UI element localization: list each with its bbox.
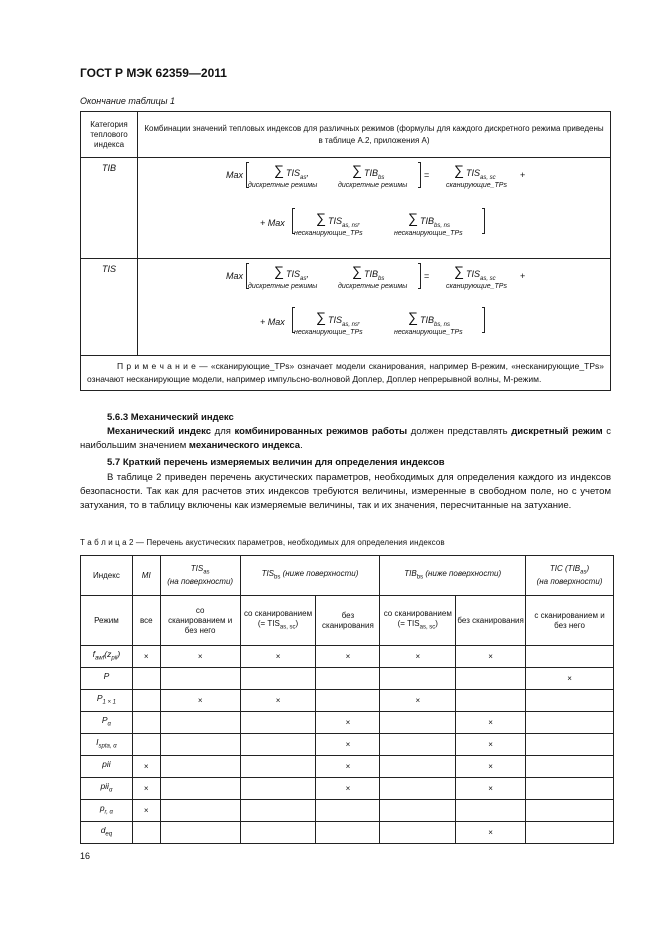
cell <box>380 734 456 756</box>
cell <box>160 668 240 690</box>
row-label: $p_{r, \alpha}$ <box>81 800 133 822</box>
term-tis-as-sc: $TIS_{as, sc}$ <box>466 168 496 181</box>
cell <box>132 690 160 712</box>
term-under-3: сканирующие_TPs <box>446 182 507 189</box>
mode-scan-tic: с сканированием и без него <box>526 596 614 646</box>
term-under-2: дискретные режимы <box>338 182 408 189</box>
cell <box>240 778 316 800</box>
th-tib-bs: $TIB_{bs}$ (ниже поверхности) <box>380 556 526 596</box>
formula-tib <box>138 158 610 258</box>
term-under-5: несканирующие_TPs <box>394 329 463 336</box>
cell: × <box>132 800 160 822</box>
cell: × <box>456 646 526 668</box>
th-tis-as: $TIS_{as}$ (на поверхности) <box>160 556 240 596</box>
formula-cell <box>138 259 611 356</box>
table-row <box>81 822 614 844</box>
cell: × <box>380 690 456 712</box>
sigma-symbol: ∑ <box>316 210 326 226</box>
table1-note <box>81 356 611 391</box>
bracket-right <box>482 307 485 333</box>
cell: × <box>526 668 614 690</box>
cell: × <box>132 756 160 778</box>
formula-cell <box>138 158 611 259</box>
term-under-4: несканирующие_TPs <box>294 230 363 237</box>
category-cell: TIB <box>81 158 138 259</box>
section-5-6-3-text: Механический индекс для комбинированных режимов работы должен представлять дискретный режим с наибольшим значением механического индекса. <box>80 426 612 451</box>
cell <box>132 668 160 690</box>
cell: × <box>316 756 380 778</box>
row-label: pii$_\alpha$ <box>81 778 133 800</box>
cell <box>160 712 240 734</box>
table1-caption: Окончание таблицы 1 <box>80 96 175 106</box>
running-header: ГОСТ Р МЭК 62359—2011 <box>80 66 227 80</box>
cell <box>526 712 614 734</box>
cell: × <box>240 646 316 668</box>
cell <box>316 690 380 712</box>
table1-row-tib <box>81 158 611 259</box>
sigma-symbol: ∑ <box>274 162 284 178</box>
term-tib-bs-ns: $TIB_{bs, ns}$ <box>420 315 451 328</box>
table1-col1-header: Категория теплового индекса <box>81 112 138 158</box>
cell <box>526 822 614 844</box>
page-number: 16 <box>80 851 91 861</box>
cell <box>160 800 240 822</box>
cell <box>240 756 316 778</box>
table-row <box>81 734 614 756</box>
table1-col2-header: Комбинации значений тепловых индексов для различных режимов (формулы для каждого дискретного режима приведены в таблице А.2, приложения А) <box>138 112 611 158</box>
term-tib-bs: $TIB_{bs}$ <box>364 269 385 282</box>
cell <box>456 668 526 690</box>
cell: × <box>456 712 526 734</box>
cell <box>380 778 456 800</box>
row-label: $d_{eq}$ <box>81 822 133 844</box>
bracket-right <box>418 162 421 188</box>
mode-scan: со сканированием и без него <box>160 596 240 646</box>
cell <box>240 800 316 822</box>
category-cell: TIS <box>81 259 138 356</box>
sigma-symbol: ∑ <box>408 210 418 226</box>
equals-sign: = <box>424 271 430 281</box>
cell <box>132 822 160 844</box>
term-tis-as: $TIS_{as}$, <box>286 269 309 282</box>
cell: × <box>316 646 380 668</box>
cell <box>380 756 456 778</box>
table-row <box>81 756 614 778</box>
cell <box>160 822 240 844</box>
cell <box>380 800 456 822</box>
sigma-symbol: ∑ <box>352 162 362 178</box>
mode-noscan: без сканирования <box>456 596 526 646</box>
cell <box>316 822 380 844</box>
cell: × <box>316 712 380 734</box>
cell <box>240 668 316 690</box>
formula-tis <box>138 259 610 355</box>
plus-max-operator: + Max <box>260 317 285 327</box>
cell <box>316 800 380 822</box>
cell <box>380 668 456 690</box>
cell: × <box>132 646 160 668</box>
mode-scan-tis: со сканированием (= $TIS_{as, sc}$) <box>240 596 316 646</box>
cell <box>526 756 614 778</box>
term-under-1: дискретные режимы <box>248 182 318 189</box>
cell <box>526 734 614 756</box>
sigma-symbol: ∑ <box>274 263 284 279</box>
cell <box>240 712 316 734</box>
cell <box>316 668 380 690</box>
sigma-symbol: ∑ <box>454 263 464 279</box>
note-text: — «сканирующие_TPs» означает модели сканирования, например B-режим, «несканирующие_TPs» означают несканирующие модели, например импульсно-волновой Доплер, Доплер непрерывной волны, М-режим. <box>87 361 604 384</box>
term-tis-as-sc: $TIS_{as, sc}$ <box>466 269 496 282</box>
cell <box>240 822 316 844</box>
bracket-right <box>418 263 421 289</box>
table-row <box>81 690 614 712</box>
cell: × <box>316 778 380 800</box>
table2 <box>80 555 614 844</box>
row-label: $P_{1 \times 1}$ <box>81 690 133 712</box>
cell: × <box>132 778 160 800</box>
mode-label: Режим <box>81 596 133 646</box>
term-tib-bs: $TIB_{bs}$ <box>364 168 385 181</box>
th-tic: TIC $(TIB_{as})$ (на поверхности) <box>526 556 614 596</box>
cell: × <box>456 822 526 844</box>
plus-max-operator: + Max <box>260 218 285 228</box>
section-5-6-3-title: 5.6.3 Механический индекс <box>107 412 234 423</box>
term-under-2: дискретные режимы <box>338 283 408 290</box>
table-row <box>81 712 614 734</box>
cell: × <box>456 778 526 800</box>
mode-scan-tis: со сканированием (= $TIS_{as, sc}$) <box>380 596 456 646</box>
row-label: P <box>81 668 133 690</box>
section-5-7-text: В таблице 2 приведен перечень акустических параметров, необходимых для определения каждого из индексов безопасности. Так как для расчетов этих индексов требуются величины, измеренные в свободном поле, но с учетом затухания, то в таблицу включены как измеряемые величины, так и их значения, пересчитанные на затухание. <box>80 472 611 511</box>
max-operator: Max <box>226 170 244 180</box>
cell: × <box>380 646 456 668</box>
table2-caption: Т а б л и ц а 2 — Перечень акустических параметров, необходимых для определения индексов <box>80 538 445 547</box>
cell <box>456 800 526 822</box>
row-label: $P_\alpha$ <box>81 712 133 734</box>
plus-sign: + <box>520 271 526 281</box>
table1-row-tis <box>81 259 611 356</box>
term-under-4: несканирующие_TPs <box>294 329 363 336</box>
row-label: pii <box>81 756 133 778</box>
cell: × <box>456 756 526 778</box>
table1 <box>80 111 611 391</box>
table-row <box>81 800 614 822</box>
note-label: П р и м е ч а н и е <box>117 361 196 371</box>
cell <box>380 822 456 844</box>
term-tis-as: $TIS_{as}$, <box>286 168 309 181</box>
cell <box>526 800 614 822</box>
table-row <box>81 646 614 668</box>
cell <box>380 712 456 734</box>
cell <box>160 778 240 800</box>
sigma-symbol: ∑ <box>316 309 326 325</box>
cell <box>526 646 614 668</box>
cell: × <box>456 734 526 756</box>
th-index: Индекс <box>81 556 133 596</box>
cell: × <box>160 690 240 712</box>
row-label: $I_{spta, \alpha}$ <box>81 734 133 756</box>
cell <box>160 756 240 778</box>
th-tis-bs: $TIS_{bs}$ (ниже поверхности) <box>240 556 380 596</box>
cell: × <box>240 690 316 712</box>
cell <box>526 690 614 712</box>
cell <box>160 734 240 756</box>
cell <box>526 778 614 800</box>
plus-sign: + <box>520 170 526 180</box>
row-label: $f_{awf}(z_{pii})$ <box>81 646 133 668</box>
table-row <box>81 778 614 800</box>
th-mi: MI <box>132 556 160 596</box>
cell: × <box>316 734 380 756</box>
mode-noscan: без сканирования <box>316 596 380 646</box>
section-5-7-title: 5.7 Краткий перечень измеряемых величин для определения индексов <box>107 457 445 468</box>
term-under-1: дискретные режимы <box>248 283 318 290</box>
sigma-symbol: ∑ <box>352 263 362 279</box>
cell <box>132 734 160 756</box>
equals-sign: = <box>424 170 430 180</box>
mode-all: все <box>132 596 160 646</box>
term-tis-as-ns: $TIS_{as, ns}$, <box>328 216 361 229</box>
sigma-symbol: ∑ <box>454 162 464 178</box>
table-row <box>81 668 614 690</box>
cell: × <box>160 646 240 668</box>
cell <box>132 712 160 734</box>
bracket-right <box>482 208 485 234</box>
term-under-3: сканирующие_TPs <box>446 283 507 290</box>
cell <box>240 734 316 756</box>
term-tis-as-ns: $TIS_{as, ns}$, <box>328 315 361 328</box>
sigma-symbol: ∑ <box>408 309 418 325</box>
term-tib-bs-ns: $TIB_{bs, ns}$ <box>420 216 451 229</box>
max-operator: Max <box>226 271 244 281</box>
cell <box>456 690 526 712</box>
term-under-5: несканирующие_TPs <box>394 230 463 237</box>
